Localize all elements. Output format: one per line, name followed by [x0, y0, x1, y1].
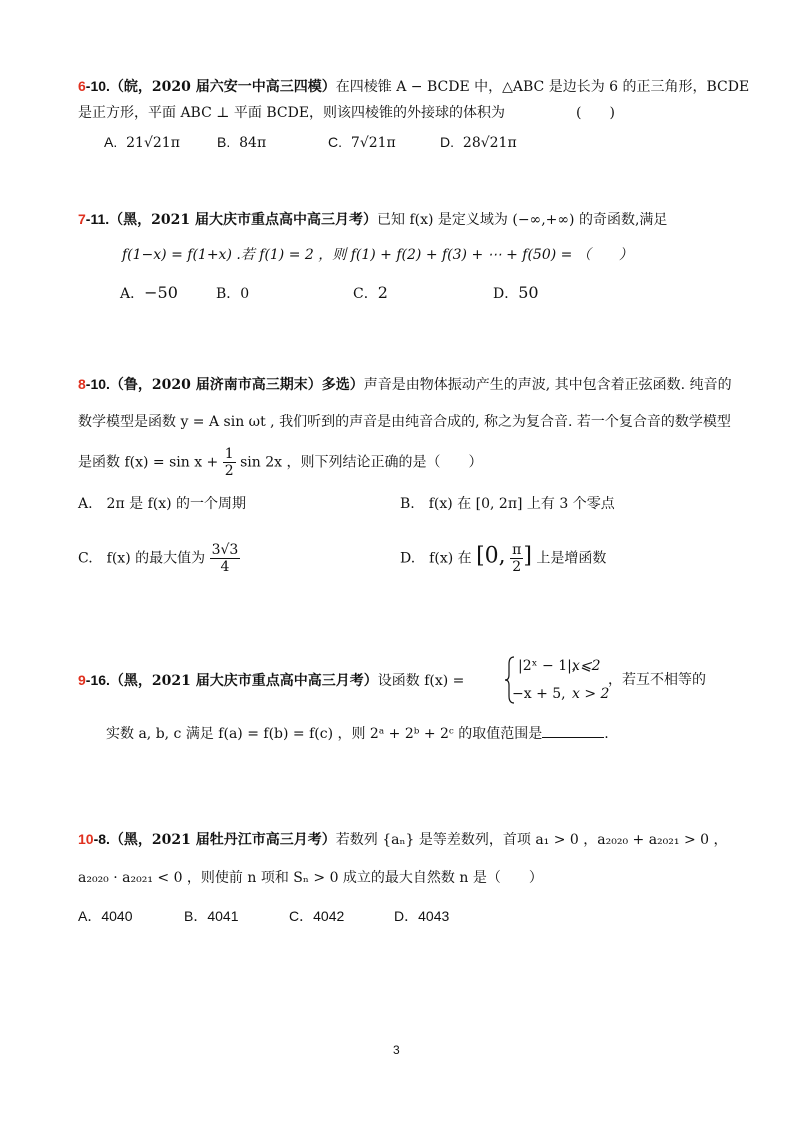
q10-line2: [78, 868, 543, 888]
q9-line2: 实数 a, b, c 满足 f(a) = f(b) = f(c) ，则 2ᵃ + 2ᵇ + 2ᶜ 的取值范围是 .: [106, 723, 609, 744]
q8-text-2: 数学模型是函数 y = A sin ωt , 我们听到的声音是由纯音合成的, 称之为复合音. 若一个复合音的数学模型: [78, 414, 731, 430]
q7-source: （黑，2021 届大庆市重点高中高三月考）: [109, 212, 377, 228]
q9-line1: [78, 670, 464, 691]
q10-option-d: D．4043: [394, 908, 450, 924]
q6-suffix: -10.: [85, 78, 110, 94]
q7-line1: [78, 209, 667, 230]
q10-number: 10: [78, 831, 94, 847]
q6-answer-paren: ( ): [576, 105, 615, 121]
q8-option-a: A. 2π 是 f(x) 的一个周期: [78, 496, 247, 512]
q8-source: （鲁，2020 届济南市高三期末）多选）: [109, 377, 364, 393]
q9-case2-expr: −x + 5,: [512, 686, 566, 702]
q6-text-1: 在四棱锥 A − BCDE 中，△ABC 是边长为 6 的正三角形，BCDE: [335, 79, 750, 95]
q8-option-b: B. f(x) 在 [0, 2π] 上有 3 个零点: [400, 496, 615, 512]
q7-option-a: A．−50: [120, 283, 178, 302]
q7-option-b: B．0: [216, 286, 250, 302]
q8-text-3a: 是函数 f(x) = sin x +: [78, 454, 219, 471]
q8-option-c-fraction: $\frac{3√3}{4}$: [211, 542, 239, 575]
q7-line2: [122, 245, 633, 265]
q9-number: 9: [78, 672, 86, 688]
q6-text-2: 是正方形，平面 ABC ⊥ 平面 BCDE，则该四棱锥的外接球的体积为: [78, 105, 506, 121]
q6-option-c: C. 7√21π: [328, 134, 396, 151]
q8-text-3b: sin 2x ，则下列结论正确的是（ ）: [240, 454, 483, 471]
q10-option-a: A．4040: [78, 908, 133, 924]
q8-option-d-fraction: $\frac{\pi}{2}$: [512, 542, 522, 575]
q10-text-1: 若数列 {aₙ} 是等差数列，首项 a₁ > 0 ，a₂₀₂₀ + a₂₀₂₁ > 0 ，: [335, 832, 728, 848]
q8-text-1: 声音是由物体振动产生的声波, 其中包含着正弦函数. 纯音的: [363, 377, 732, 393]
q9-text-1b: ，若互不相等的: [608, 672, 706, 688]
q7-suffix: -11.: [85, 211, 110, 227]
q10-source: （黑，2021 届牡丹江市高三月考）: [109, 832, 336, 848]
q9-text-2: 实数 a, b, c 满足 f(a) = f(b) = f(c) ，则 2ᵃ + 2ᵇ + 2ᶜ 的取值范围是: [106, 726, 543, 742]
q7-text-2: f(1−x) = f(1+x) .若 f(1) = 2 ，则 f(1) + f(2) + f(3) + ⋯ + f(50) = （ ）: [122, 247, 633, 263]
q9-case2-cond: x > 2: [572, 686, 610, 702]
q10-line1: [78, 829, 728, 850]
q6-number: 6: [78, 78, 86, 94]
q6-line2: [78, 103, 505, 123]
q9-answer-blank[interactable]: [542, 723, 604, 738]
q10-option-b: B．4041: [184, 908, 239, 924]
q8-fraction-half: $\frac{1}{2}$: [224, 446, 234, 479]
q8-option-c: C. f(x) 的最大值为 $\frac{3√3}{4}$: [78, 542, 239, 575]
q6-source: （皖，2020 届六安一中高三四模）: [109, 79, 336, 95]
q7-text-1: 已知 f(x) 是定义域为 (−∞,+∞) 的奇函数,满足: [377, 212, 668, 228]
q9-text-1a: 设函数 f(x) =: [377, 673, 465, 689]
q9-source: （黑，2021 届大庆市重点高中高三月考）: [109, 673, 378, 689]
q8-line2: [78, 412, 731, 432]
q8-line3: [78, 446, 483, 479]
q7-option-c: C．2: [353, 283, 388, 302]
page-number: 3: [393, 1043, 400, 1057]
q8-suffix: -10.: [85, 376, 110, 392]
q6-option-d: D. 28√21π: [440, 134, 517, 151]
q9-case1-expr: |2ˣ − 1|,: [518, 658, 577, 674]
q9-suffix: -16.: [85, 672, 110, 688]
q10-text-2: a₂₀₂₀ · a₂₀₂₁ < 0 ，则使前 n 项和 Sₙ > 0 成立的最大自然数 n 是（ ）: [78, 870, 543, 886]
q6-option-a: A. 21√21π: [104, 134, 180, 151]
q10-suffix: -8.: [93, 831, 110, 847]
q10-option-c: C．4042: [289, 908, 345, 924]
q6-option-b: B. 84π: [217, 134, 267, 151]
q7-option-d: D．50: [493, 283, 539, 302]
q8-option-d: D. f(x) 在 [0, $\frac{\pi}{2}$ ] 上是增函数: [400, 542, 607, 575]
q8-number: 8: [78, 376, 86, 392]
q7-number: 7: [78, 211, 86, 227]
q8-line1: [78, 374, 732, 395]
q9-case1-cond: x⩽2: [572, 658, 601, 674]
q6-line1: [78, 76, 749, 97]
